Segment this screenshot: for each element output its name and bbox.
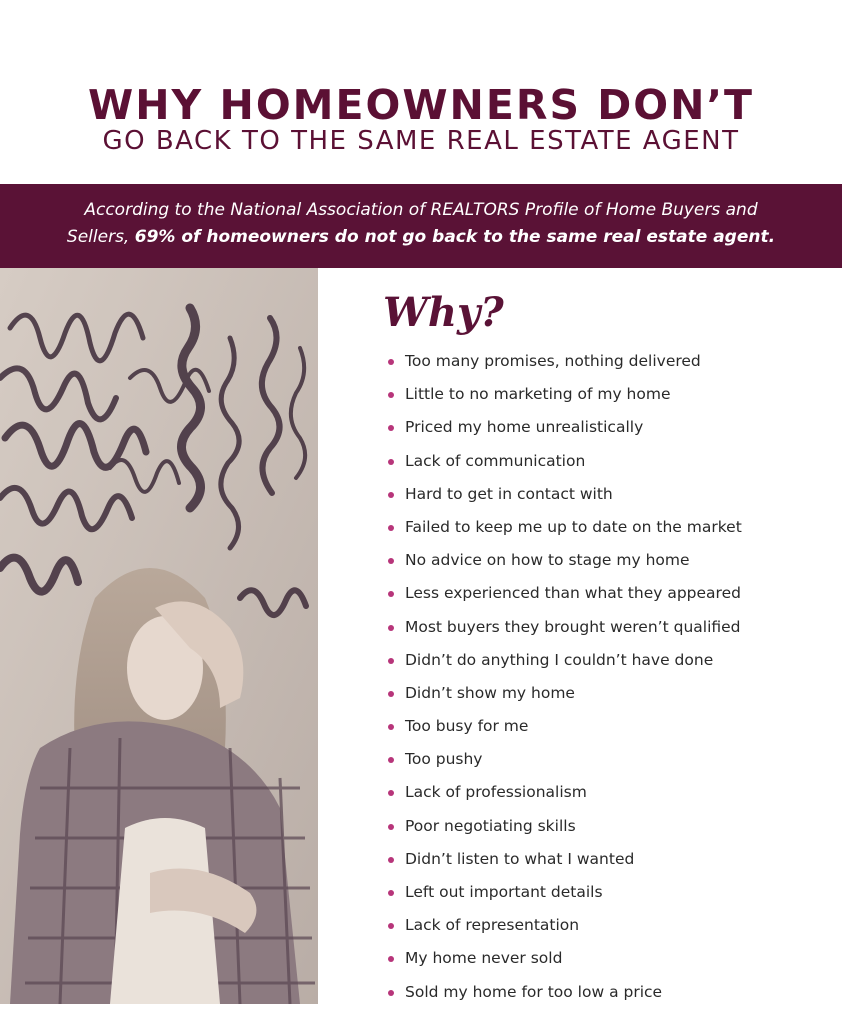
list-item xyxy=(388,381,742,414)
reason-text: Left out important details xyxy=(405,883,603,901)
bullet-icon xyxy=(388,990,394,996)
list-item xyxy=(388,846,742,879)
why-heading: Why? xyxy=(383,289,504,336)
banner-intro: According to the National Association of REALTORS Profile of Home Buyers and Sellers, xyxy=(66,200,758,247)
bullet-icon xyxy=(388,558,394,564)
bullet-icon xyxy=(388,757,394,763)
reason-text: Poor negotiating skills xyxy=(405,816,576,835)
list-item xyxy=(388,879,742,912)
bullet-icon xyxy=(388,956,394,962)
reason-text: Too pushy xyxy=(405,750,483,769)
reason-text: Priced my home unrealistically xyxy=(405,418,644,437)
list-item xyxy=(388,481,742,514)
list-item xyxy=(388,979,742,1012)
reason-text: Failed to keep me up to date on the market xyxy=(405,517,742,536)
list-item xyxy=(388,514,742,547)
bullet-icon xyxy=(388,824,394,830)
bullet-icon xyxy=(388,923,394,929)
reason-text: Too busy for me xyxy=(405,717,529,736)
reason-text: Little to no marketing of my home xyxy=(405,385,671,404)
list-item xyxy=(388,448,742,481)
reason-text: Didn’t show my home xyxy=(405,683,575,702)
page-title: WHY HOMEOWNERS DON’T xyxy=(88,81,754,129)
banner-highlight: 69% of homeowners do not go back to the same real estate agent. xyxy=(134,227,776,247)
bullet-icon xyxy=(388,492,394,498)
bullet-icon xyxy=(388,359,394,365)
reason-text: Lack of professionalism xyxy=(405,783,587,802)
list-item xyxy=(388,779,742,812)
page-subtitle: GO BACK TO THE SAME REAL ESTATE AGENT xyxy=(102,126,740,156)
banner-text xyxy=(60,197,782,251)
list-item xyxy=(388,647,742,680)
list-item xyxy=(388,680,742,713)
bullet-icon xyxy=(388,691,394,697)
bullet-icon xyxy=(388,525,394,531)
list-item xyxy=(388,414,742,447)
reason-text: Didn’t listen to what I wanted xyxy=(405,849,635,868)
list-item xyxy=(388,614,742,647)
reasons-list xyxy=(388,348,742,1012)
list-item xyxy=(388,813,742,846)
reason-text: Most buyers they brought weren’t qualified xyxy=(405,617,741,636)
list-item xyxy=(388,348,742,381)
reason-text: Too many promises, nothing delivered xyxy=(405,352,701,370)
photo-illustration xyxy=(0,268,318,1004)
bullet-icon xyxy=(388,591,394,597)
header xyxy=(0,0,842,184)
bullet-icon xyxy=(388,459,394,465)
bullet-icon xyxy=(388,425,394,431)
reason-text: Didn’t do anything I couldn’t have done xyxy=(405,650,714,669)
stressed-woman-photo xyxy=(0,268,318,1004)
reason-text: Sold my home for too low a price xyxy=(405,982,663,1001)
list-item xyxy=(388,945,742,978)
reason-text: Lack of communication xyxy=(405,451,586,470)
reason-text: Less experienced than what they appeared xyxy=(405,584,741,603)
bullet-icon xyxy=(388,890,394,896)
reason-text: No advice on how to stage my home xyxy=(405,551,690,570)
list-item xyxy=(388,746,742,779)
bullet-icon xyxy=(388,392,394,398)
bullet-icon xyxy=(388,625,394,631)
reason-text: Lack of representation xyxy=(405,916,580,935)
bullet-icon xyxy=(388,658,394,664)
reason-text: My home never sold xyxy=(405,949,563,968)
list-item xyxy=(388,547,742,580)
list-item xyxy=(388,912,742,945)
bullet-icon xyxy=(388,790,394,796)
list-item xyxy=(388,713,742,746)
list-item xyxy=(388,580,742,613)
bullet-icon xyxy=(388,857,394,863)
reason-text: Hard to get in contact with xyxy=(405,484,613,503)
bullet-icon xyxy=(388,724,394,730)
